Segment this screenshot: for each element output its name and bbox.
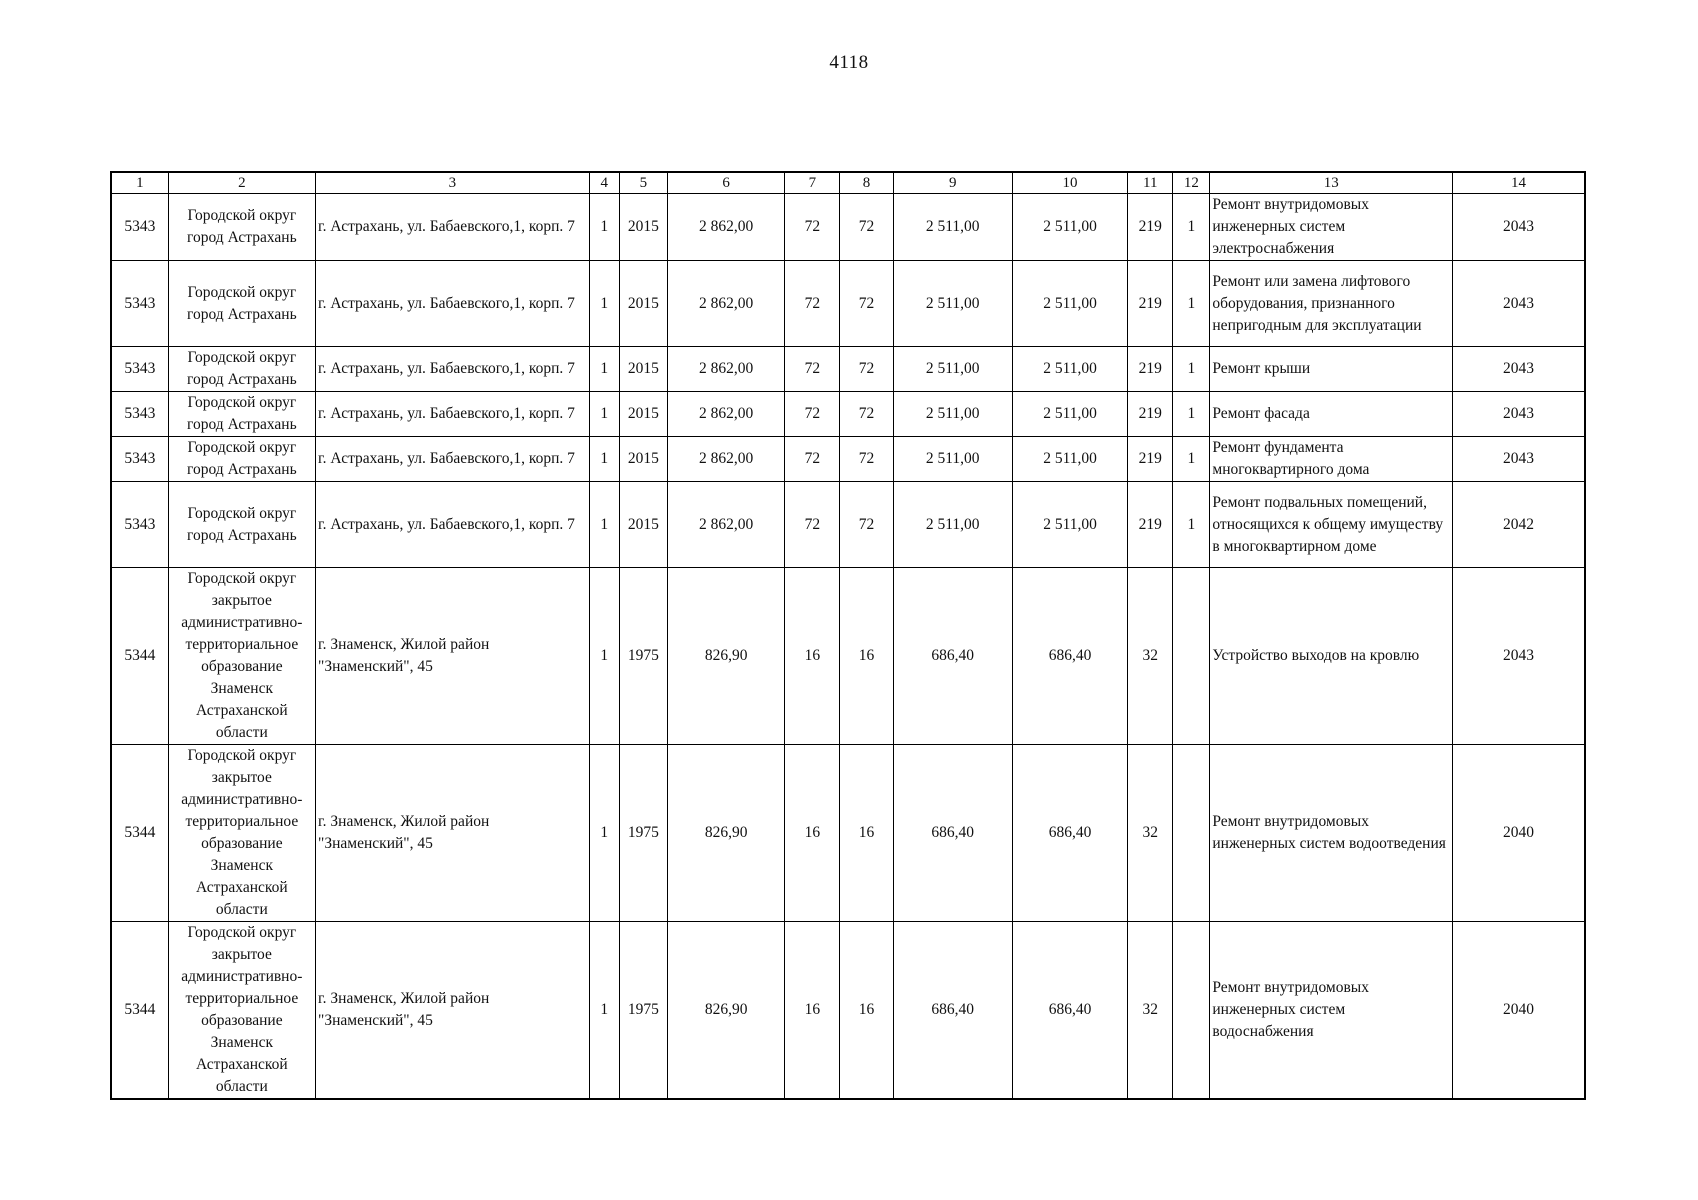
cell-address: г. Знаменск, Жилой район "Знаменский", 45 [316,745,590,922]
cell-col-7: 72 [785,194,840,261]
cell-address: г. Знаменск, Жилой район "Знаменский", 45 [316,568,590,745]
cell-work-type: Устройство выходов на кровлю [1210,568,1453,745]
cell-year-built: 2015 [619,194,667,261]
cell-col-7: 16 [785,745,840,922]
cell-total-area: 826,90 [667,922,784,1100]
cell-area-9: 2 511,00 [893,347,1012,392]
table-row [111,194,1585,261]
table-row [111,568,1585,745]
page-number: 4118 [829,52,869,73]
cell-address: г. Астрахань, ул. Бабаевского,1, корп. 7 [316,347,590,392]
table-row [111,392,1585,437]
cell-planned-year: 2042 [1453,482,1585,568]
cell-row-number: 5343 [111,392,168,437]
cell-municipality: Городской округ город Астрахань [168,482,315,568]
cell-col-11: 219 [1128,194,1173,261]
cell-col-8: 16 [840,568,893,745]
cell-col-11: 219 [1128,392,1173,437]
cell-area-10: 2 511,00 [1012,261,1127,347]
table-row [111,482,1585,568]
table-row [111,261,1585,347]
cell-col-4: 1 [589,745,619,922]
cell-area-9: 2 511,00 [893,194,1012,261]
cell-area-10: 2 511,00 [1012,347,1127,392]
cell-area-10: 686,40 [1012,568,1127,745]
table-row [111,745,1585,922]
column-header-6: 6 [667,172,784,194]
cell-col-8: 72 [840,482,893,568]
cell-col-11: 219 [1128,482,1173,568]
cell-col-12: 1 [1173,194,1210,261]
column-header-5: 5 [619,172,667,194]
cell-area-10: 2 511,00 [1012,392,1127,437]
cell-planned-year: 2043 [1453,194,1585,261]
cell-address: г. Астрахань, ул. Бабаевского,1, корп. 7 [316,392,590,437]
cell-col-11: 32 [1128,922,1173,1100]
cell-col-12 [1173,745,1210,922]
cell-area-9: 686,40 [893,568,1012,745]
cell-municipality: Городской округ город Астрахань [168,261,315,347]
cell-planned-year: 2040 [1453,745,1585,922]
cell-work-type: Ремонт внутридомовых инженерных систем электроснабжения [1210,194,1453,261]
cell-col-11: 32 [1128,745,1173,922]
cell-total-area: 2 862,00 [667,482,784,568]
cell-work-type: Ремонт фасада [1210,392,1453,437]
table-body [111,194,1585,1100]
cell-col-8: 72 [840,261,893,347]
cell-year-built: 2015 [619,347,667,392]
cell-col-4: 1 [589,437,619,482]
cell-year-built: 2015 [619,261,667,347]
cell-total-area: 2 862,00 [667,437,784,482]
cell-planned-year: 2043 [1453,347,1585,392]
cell-col-7: 72 [785,347,840,392]
cell-row-number: 5343 [111,347,168,392]
cell-row-number: 5343 [111,261,168,347]
cell-col-12: 1 [1173,261,1210,347]
cell-col-11: 32 [1128,568,1173,745]
cell-year-built: 2015 [619,482,667,568]
cell-col-4: 1 [589,392,619,437]
column-header-13: 13 [1210,172,1453,194]
cell-col-8: 16 [840,745,893,922]
cell-col-7: 72 [785,482,840,568]
cell-municipality: Городской округ город Астрахань [168,392,315,437]
cell-planned-year: 2040 [1453,922,1585,1100]
cell-planned-year: 2043 [1453,261,1585,347]
cell-col-11: 219 [1128,261,1173,347]
cell-area-10: 2 511,00 [1012,437,1127,482]
cell-col-12: 1 [1173,347,1210,392]
cell-row-number: 5343 [111,482,168,568]
cell-area-9: 2 511,00 [893,261,1012,347]
cell-col-7: 16 [785,568,840,745]
cell-col-12 [1173,922,1210,1100]
cell-col-4: 1 [589,922,619,1100]
cell-col-4: 1 [589,194,619,261]
cell-col-4: 1 [589,568,619,745]
cell-col-12: 1 [1173,482,1210,568]
cell-col-7: 72 [785,437,840,482]
column-header-8: 8 [840,172,893,194]
cell-area-9: 2 511,00 [893,437,1012,482]
cell-year-built: 2015 [619,437,667,482]
cell-area-9: 2 511,00 [893,392,1012,437]
cell-col-7: 72 [785,261,840,347]
cell-col-4: 1 [589,347,619,392]
column-header-7: 7 [785,172,840,194]
cell-area-10: 686,40 [1012,745,1127,922]
cell-year-built: 1975 [619,745,667,922]
column-header-10: 10 [1012,172,1127,194]
cell-row-number: 5343 [111,437,168,482]
table-row [111,347,1585,392]
cell-col-7: 16 [785,922,840,1100]
cell-total-area: 2 862,00 [667,194,784,261]
column-header-2: 2 [168,172,315,194]
cell-total-area: 826,90 [667,568,784,745]
cell-address: г. Астрахань, ул. Бабаевского,1, корп. 7 [316,482,590,568]
cell-year-built: 1975 [619,922,667,1100]
cell-row-number: 5344 [111,745,168,922]
cell-col-12 [1173,568,1210,745]
column-header-1: 1 [111,172,168,194]
cell-area-10: 2 511,00 [1012,482,1127,568]
cell-row-number: 5343 [111,194,168,261]
cell-col-12: 1 [1173,392,1210,437]
column-header-11: 11 [1128,172,1173,194]
cell-address: г. Астрахань, ул. Бабаевского,1, корп. 7 [316,437,590,482]
cell-work-type: Ремонт подвальных помещений, относящихся к общему имуществу в многоквартирном доме [1210,482,1453,568]
column-header-3: 3 [316,172,590,194]
cell-address: г. Астрахань, ул. Бабаевского,1, корп. 7 [316,261,590,347]
column-header-9: 9 [893,172,1012,194]
cell-area-9: 686,40 [893,922,1012,1100]
cell-col-8: 72 [840,392,893,437]
cell-col-12: 1 [1173,437,1210,482]
cell-address: г. Астрахань, ул. Бабаевского,1, корп. 7 [316,194,590,261]
cell-municipality: Городской округ город Астрахань [168,347,315,392]
cell-planned-year: 2043 [1453,392,1585,437]
table-row [111,437,1585,482]
cell-year-built: 2015 [619,392,667,437]
registry-table [110,171,1586,1100]
cell-municipality: Городской округ закрытое административно-территориальное образование Знаменск Астраханской области [168,922,315,1100]
cell-col-4: 1 [589,482,619,568]
cell-work-type: Ремонт внутридомовых инженерных систем водоснабжения [1210,922,1453,1100]
cell-total-area: 2 862,00 [667,261,784,347]
cell-col-8: 72 [840,347,893,392]
table-row [111,922,1585,1100]
cell-planned-year: 2043 [1453,568,1585,745]
column-header-12: 12 [1173,172,1210,194]
cell-work-type: Ремонт или замена лифтового оборудования, признанного непригодным для эксплуатации [1210,261,1453,347]
cell-address: г. Знаменск, Жилой район "Знаменский", 45 [316,922,590,1100]
cell-municipality: Городской округ закрытое административно-территориальное образование Знаменск Астраханской области [168,745,315,922]
table-header-row [111,172,1585,194]
cell-col-8: 72 [840,437,893,482]
cell-area-9: 686,40 [893,745,1012,922]
cell-planned-year: 2043 [1453,437,1585,482]
cell-work-type: Ремонт фундамента многоквартирного дома [1210,437,1453,482]
column-header-4: 4 [589,172,619,194]
cell-total-area: 826,90 [667,745,784,922]
cell-municipality: Городской округ город Астрахань [168,437,315,482]
cell-area-9: 2 511,00 [893,482,1012,568]
cell-municipality: Городской округ город Астрахань [168,194,315,261]
cell-total-area: 2 862,00 [667,347,784,392]
column-header-14: 14 [1453,172,1585,194]
cell-col-8: 72 [840,194,893,261]
cell-col-11: 219 [1128,437,1173,482]
cell-work-type: Ремонт крыши [1210,347,1453,392]
cell-work-type: Ремонт внутридомовых инженерных систем водоотведения [1210,745,1453,922]
cell-col-4: 1 [589,261,619,347]
cell-row-number: 5344 [111,568,168,745]
cell-col-7: 72 [785,392,840,437]
cell-municipality: Городской округ закрытое административно-территориальное образование Знаменск Астраханской области [168,568,315,745]
cell-total-area: 2 862,00 [667,392,784,437]
cell-col-8: 16 [840,922,893,1100]
cell-year-built: 1975 [619,568,667,745]
cell-row-number: 5344 [111,922,168,1100]
cell-area-10: 686,40 [1012,922,1127,1100]
cell-area-10: 2 511,00 [1012,194,1127,261]
cell-col-11: 219 [1128,347,1173,392]
